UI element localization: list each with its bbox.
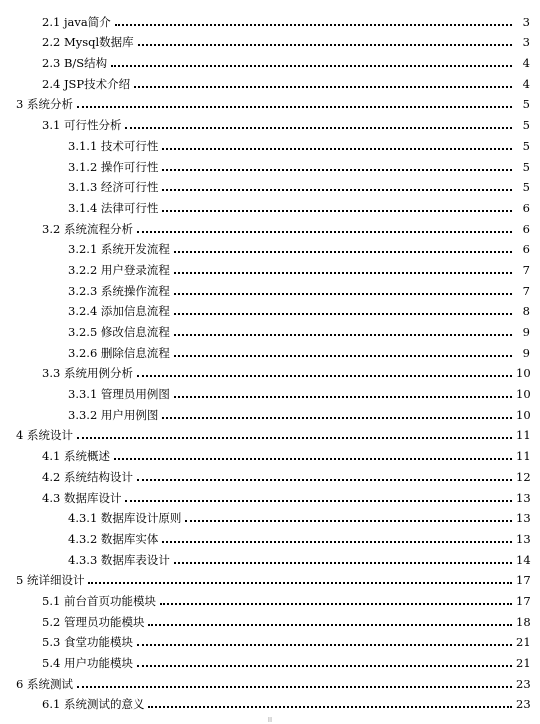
toc-entry[interactable] — [0, 91, 540, 112]
toc-entry[interactable] — [0, 236, 540, 257]
toc-entry-page-number: 7 — [522, 283, 530, 298]
toc-entry-page-number: 6 — [522, 221, 530, 236]
toc-entry[interactable] — [0, 401, 540, 422]
toc-dot-leader — [162, 148, 512, 150]
toc-entry-page-number: 3 — [522, 14, 530, 29]
toc-entry[interactable] — [0, 318, 540, 339]
toc-entry-title: 4.3 数据库设计 — [42, 490, 122, 505]
toc-dot-leader — [174, 251, 512, 253]
toc-entry[interactable] — [0, 360, 540, 381]
toc-entry[interactable] — [0, 194, 540, 215]
toc-entry-page-number: 5 — [522, 180, 530, 195]
toc-entry[interactable] — [0, 256, 540, 277]
toc-dot-leader — [125, 500, 512, 502]
toc-entry[interactable] — [0, 153, 540, 174]
toc-entry[interactable] — [0, 442, 540, 463]
toc-entry-title: 3.2.3 系统操作流程 — [68, 283, 170, 298]
toc-entry[interactable] — [0, 525, 540, 546]
toc-entry-title: 5.2 管理员功能模块 — [42, 614, 145, 629]
toc-entry-page-number: 21 — [516, 635, 531, 650]
toc-dot-leader — [162, 541, 512, 543]
toc-dot-leader — [115, 24, 512, 26]
toc-dot-leader — [137, 375, 512, 377]
toc-entry-page-number: 12 — [516, 469, 531, 484]
toc-entry-page-number: 23 — [516, 676, 531, 691]
toc-entry-title: 4.3.2 数据库实体 — [68, 531, 159, 546]
toc-entry[interactable] — [0, 111, 540, 132]
toc-entry[interactable] — [0, 608, 540, 629]
toc-entry[interactable] — [0, 174, 540, 195]
toc-dot-leader — [174, 272, 512, 274]
toc-entry-page-number: 11 — [516, 428, 531, 443]
toc-entry-title: 3.1.2 操作可行性 — [68, 159, 159, 174]
toc-entry-page-number: 3 — [522, 35, 530, 50]
toc-dot-leader — [77, 106, 512, 108]
toc-entry-title: 3 系统分析 — [16, 97, 73, 112]
toc-dot-leader — [137, 665, 512, 667]
toc-entry[interactable] — [0, 339, 540, 360]
toc-dot-leader — [162, 210, 512, 212]
table-of-contents — [0, 8, 540, 711]
toc-entry[interactable] — [0, 484, 540, 505]
toc-dot-leader — [134, 86, 512, 88]
toc-entry-page-number: 6 — [522, 200, 530, 215]
toc-entry-title: 4 系统设计 — [16, 428, 73, 443]
toc-entry-page-number: 13 — [516, 511, 531, 526]
toc-entry-page-number: 17 — [516, 593, 531, 608]
toc-entry-title: 3.1.1 技术可行性 — [68, 138, 159, 153]
toc-entry-title: 3.2.2 用户登录流程 — [68, 262, 170, 277]
toc-entry-title: 5.3 食堂功能模块 — [42, 635, 133, 650]
toc-entry-title: 3.2 系统流程分析 — [42, 221, 133, 236]
toc-dot-leader — [148, 624, 512, 626]
toc-dot-leader — [77, 437, 512, 439]
toc-entry-title: 5.4 用户功能模块 — [42, 656, 133, 670]
toc-entry-title: 3.3.2 用户用例图 — [68, 407, 159, 422]
toc-dot-leader — [174, 355, 512, 357]
toc-entry[interactable] — [0, 649, 540, 670]
toc-dot-leader — [88, 582, 512, 584]
toc-entry-page-number: 10 — [516, 366, 531, 381]
toc-entry-page-number: 10 — [516, 387, 531, 402]
toc-entry-title: 3.1.3 经济可行性 — [68, 180, 159, 195]
toc-dot-leader — [162, 417, 512, 419]
toc-entry-page-number: 4 — [522, 56, 530, 71]
toc-dot-leader — [160, 603, 512, 605]
page-number-footer: II — [267, 716, 273, 724]
toc-entry-title: 3.1.4 法律可行性 — [68, 200, 159, 215]
toc-entry-title: 4.2 系统结构设计 — [42, 469, 133, 484]
toc-entry[interactable] — [0, 277, 540, 298]
toc-entry-title: 4.1 系统概述 — [42, 449, 110, 464]
toc-entry[interactable] — [0, 422, 540, 443]
toc-dot-leader — [174, 313, 512, 315]
toc-dot-leader — [174, 396, 512, 398]
toc-dot-leader — [137, 479, 512, 481]
toc-entry[interactable] — [0, 546, 540, 567]
toc-dot-leader — [162, 189, 512, 191]
toc-dot-leader — [137, 644, 512, 646]
toc-entry-page-number: 13 — [516, 531, 531, 546]
toc-entry-page-number: 10 — [516, 407, 531, 422]
toc-entry-title: 2.3 B/S结构 — [42, 56, 108, 71]
toc-entry-title: 3.2.4 添加信息流程 — [68, 304, 170, 319]
toc-entry-page-number: 13 — [516, 490, 531, 505]
toc-entry[interactable] — [0, 463, 540, 484]
toc-dot-leader — [174, 293, 512, 295]
toc-entry-title: 3.2.5 修改信息流程 — [68, 325, 170, 339]
toc-entry[interactable] — [0, 29, 540, 50]
toc-entry-page-number: 18 — [516, 614, 531, 629]
toc-entry-page-number: 4 — [522, 76, 530, 91]
toc-dot-leader — [111, 65, 512, 67]
toc-entry-title: 2.4 JSP技术介绍 — [42, 76, 131, 91]
toc-dot-leader — [125, 127, 512, 129]
toc-entry[interactable] — [0, 567, 540, 588]
toc-entry[interactable] — [0, 215, 540, 236]
toc-entry-title: 3.2.1 系统开发流程 — [68, 242, 170, 257]
toc-entry-title: 5.1 前台首页功能模块 — [42, 593, 156, 608]
toc-dot-leader — [174, 334, 512, 336]
toc-entry-title: 3.3.1 管理员用例图 — [68, 387, 170, 402]
toc-entry[interactable] — [0, 380, 540, 401]
toc-entry[interactable] — [0, 505, 540, 526]
toc-entry-title: 6.1 系统测试的意义 — [42, 697, 145, 712]
toc-dot-leader — [185, 520, 512, 522]
toc-entry[interactable] — [0, 587, 540, 608]
toc-dot-leader — [148, 706, 512, 708]
toc-entry-title: 3.2.6 删除信息流程 — [68, 345, 170, 360]
toc-entry-title: 6 系统测试 — [16, 676, 73, 691]
toc-entry-page-number: 5 — [522, 159, 530, 174]
toc-entry-page-number: 5 — [522, 118, 530, 133]
toc-entry-title: 3.3 系统用例分析 — [42, 366, 133, 381]
toc-entry[interactable] — [0, 132, 540, 153]
toc-entry-page-number: 23 — [516, 697, 531, 712]
toc-entry-page-number: 8 — [522, 304, 530, 319]
toc-entry[interactable] — [0, 298, 540, 319]
toc-dot-leader — [77, 686, 512, 688]
toc-entry[interactable] — [0, 49, 540, 70]
toc-entry[interactable] — [0, 8, 540, 29]
toc-entry-title: 3.1 可行性分析 — [42, 118, 122, 133]
toc-dot-leader — [174, 562, 512, 564]
toc-entry-page-number: 9 — [522, 345, 530, 360]
toc-entry-title: 4.3.1 数据库设计原则 — [68, 511, 182, 526]
toc-dot-leader — [137, 231, 512, 233]
toc-entry-title: 5 统详细设计 — [16, 573, 85, 588]
toc-entry-page-number: 6 — [522, 242, 530, 257]
toc-entry-page-number: 11 — [516, 449, 531, 464]
toc-entry[interactable] — [0, 70, 540, 91]
toc-entry[interactable] — [0, 670, 540, 691]
toc-dot-leader — [162, 169, 512, 171]
toc-entry[interactable] — [0, 691, 540, 712]
toc-entry-title: 2.2 Mysql数据库 — [42, 35, 134, 50]
toc-entry-page-number: 7 — [522, 262, 530, 277]
toc-entry-page-number: 5 — [522, 97, 530, 112]
toc-entry-page-number: 9 — [522, 325, 530, 339]
toc-entry[interactable] — [0, 629, 540, 650]
toc-entry-page-number: 17 — [516, 573, 531, 588]
toc-entry-page-number: 14 — [516, 552, 531, 567]
toc-entry-title: 4.3.3 数据库表设计 — [68, 552, 170, 567]
toc-dot-leader — [114, 458, 512, 460]
toc-entry-title: 2.1 java简介 — [42, 14, 111, 29]
toc-entry-page-number: 5 — [522, 138, 530, 153]
toc-dot-leader — [138, 44, 512, 46]
toc-entry-page-number: 21 — [516, 656, 531, 670]
